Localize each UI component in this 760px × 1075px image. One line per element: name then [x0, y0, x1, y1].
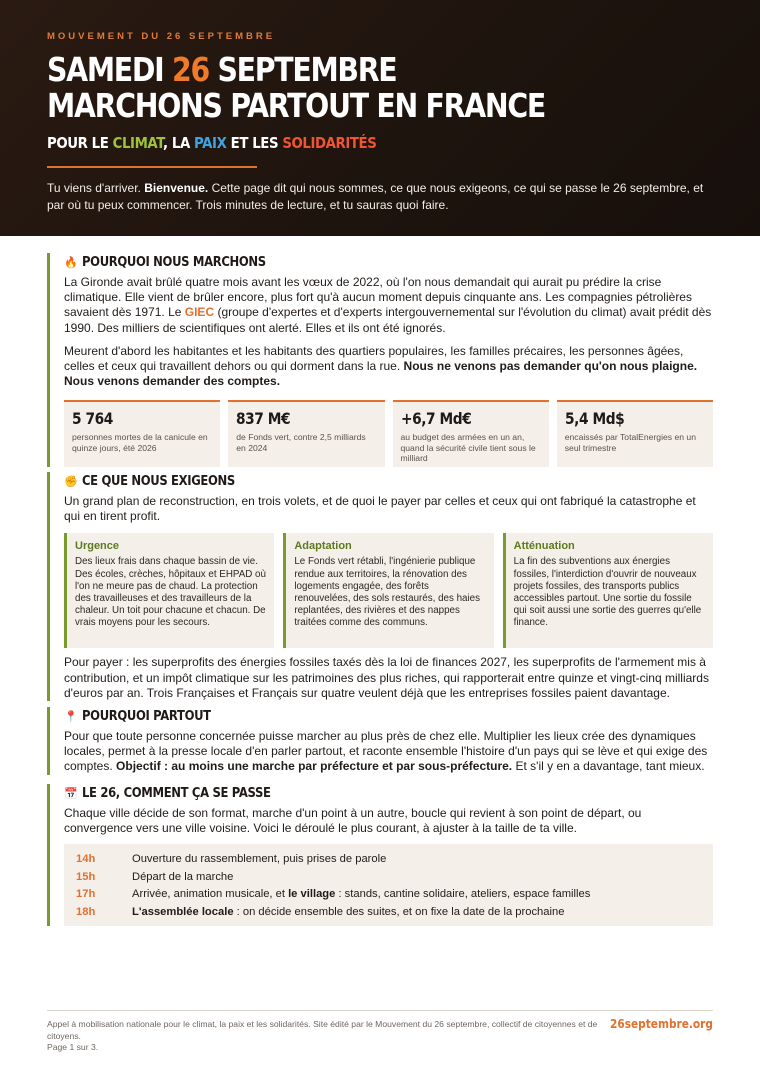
calendar-icon: 📅 [64, 787, 78, 800]
footer [47, 1010, 713, 1054]
agenda-row: 17h Arrivée, animation musicale, et le village : stands, cantine solidaire, ateliers, espace familles [76, 888, 591, 901]
paragraph: Un grand plan de reconstruction, en trois volets, et de quoi le payer par celles et ceux qui ont fabriqué la catastrophe et qui en tirent profit. [64, 494, 696, 524]
footer-text: Appel à mobilisation nationale pour le climat, la paix et les solidarités. Site édité par le Mouvement du 26 septembre, collectif de citoyennes et de citoyens. [47, 1019, 598, 1041]
agenda-row: 15h Départ de la marche [76, 870, 234, 883]
stats-row [64, 400, 713, 467]
section-day [47, 784, 713, 926]
site-link[interactable]: 26septembre.org [610, 1017, 713, 1031]
stat-card: 5,4 Md$ encaissés par TotalEnergies en un seul trimestre [557, 400, 713, 467]
paragraph: Meurent d'abord les habitantes et les habitants des quartiers populaires, les familles précaires, les personnes âgées, celles et ceux qui travaillent dehors ou qui dorment dans la rue. Nous ne venons pas demander qu'on nous plaigne. Nous venons demander des comptes. [64, 343, 698, 389]
funding-paragraph: Pour payer : les superprofits des énergies fossiles taxés dès la loi de finances 2027, les superprofits de l'armement mis à contribution, et un impôt climatique sur les patrimoines des plus riches, qui rapporterait entre quinze et vingt-cinq milliards d'euros par an. Trois Françaises et Français sur quatre veulent déjà que les entreprises fossiles paient davantage. [64, 655, 709, 700]
section-why [47, 253, 713, 467]
demands-columns [64, 533, 713, 648]
section-everywhere [47, 707, 713, 775]
section-title: 📍 POURQUOI PARTOUT [64, 708, 211, 724]
stat-card: +6,7 Md€ au budget des armées en un an, quand la sécurité civile tient sous le milliard [393, 400, 549, 467]
raised-fist-icon: ✊ [64, 475, 78, 488]
paragraph: Chaque ville décide de son format, marche d'un point à un autre, boucle qui revient à son point de départ, ou convergence vers une ville voisine. Voici le déroulé le plus courant, à ajuster à la taille de ta ville. [64, 806, 642, 836]
demand-card-urgence: Urgence Des lieux frais dans chaque bassin de vie. Des écoles, crèches, hôpitaux et EHPAD où l'on ne meure pas de chaud. La protection des travailleuses et des travailleurs de la chaleur. Un toit pour chacune et chacun. De vrais moyens pour les secours. [64, 533, 274, 648]
section-title: 🔥 POURQUOI NOUS MARCHONS [64, 254, 266, 270]
agenda-row: 14h Ouverture du rassemblement, puis prises de parole [76, 853, 387, 866]
hero-banner [0, 0, 760, 236]
page-number: Page 1 sur 3. [47, 1042, 99, 1052]
subtitle: POUR LE CLIMAT, LA PAIX ET LES SOLIDARITÉS [47, 134, 377, 152]
page-title-line1: SAMEDI 26 SEPTEMBRE [47, 50, 397, 89]
page-title-line2: MARCHONS PARTOUT EN FRANCE [47, 86, 545, 125]
pin-icon: 📍 [64, 710, 78, 723]
stat-card: 5 764 personnes mortes de la canicule en quinze jours, été 2026 [64, 400, 220, 467]
agenda-row: 18h L'assemblée locale : on décide ensemble des suites, et on fixe la date de la prochaine [76, 905, 565, 918]
paragraph: Pour que toute personne concernée puisse marcher au plus près de chez elle. Multiplier les lieux crée des dynamiques locales, permet à la presse locale d'en parler partout, et raconte ensemble l'histoire d'un pays qui se lève et qui exige des comptes. Objectif : au moins une marche par préfecture et par sous-préfecture. Et s'il y en a davantage, tant mieux. [64, 729, 708, 774]
kicker: MOUVEMENT DU 26 SEPTEMBRE [47, 31, 276, 42]
section-title: 📅 LE 26, COMMENT ÇA SE PASSE [64, 785, 271, 801]
section-demands [47, 472, 713, 701]
hero-divider [47, 166, 257, 168]
demand-card-attenuation: Atténuation La fin des subventions aux énergies fossiles, l'interdiction d'ouvrir de nouveaux projets fossiles, des transports publics accessibles partout. Une sortie du fossile qui soit aussi une sortie des guerres qu'elle finance. [503, 533, 713, 648]
demand-card-adaptation: Adaptation Le Fonds vert rétabli, l'ingénierie publique rendue aux territoires, la rénovation des logements engagée, des forêts renouvelées, des sols restaurés, des haies replantées, des rivières et des nappes traitées comme des communs. [283, 533, 493, 648]
agenda [64, 844, 713, 926]
intro-text: Tu viens d'arriver. Bienvenue. Cette page dit qui nous sommes, ce que nous exigeons, ce qui se passe le 26 septembre, et par où tu peux commencer. Trois minutes de lecture, et tu sauras quoi faire. [47, 181, 704, 212]
fire-icon: 🔥 [64, 256, 78, 269]
section-title: ✊ CE QUE NOUS EXIGEONS [64, 473, 235, 489]
paragraph: La Gironde avait brûlé quatre mois avant les vœux de 2022, où l'on nous demandait qui aurait pu prédire la crise climatique. Elle vient de brûler encore, plus fort qu'à aucun moment depuis cinquante ans. Les compagnies pétrolières savaient dès 1971. Le GIEC (groupe d'expertes et d'experts intergouvernemental sur l'évolution du climat) avait prédit dès 1990. Des milliers de scientifiques ont alerté. Elles et ils ont été ignorés. [64, 275, 712, 335]
date-number: 26 [172, 50, 209, 89]
stat-card: 837 M€ de Fonds vert, contre 2,5 milliards en 2024 [228, 400, 384, 467]
